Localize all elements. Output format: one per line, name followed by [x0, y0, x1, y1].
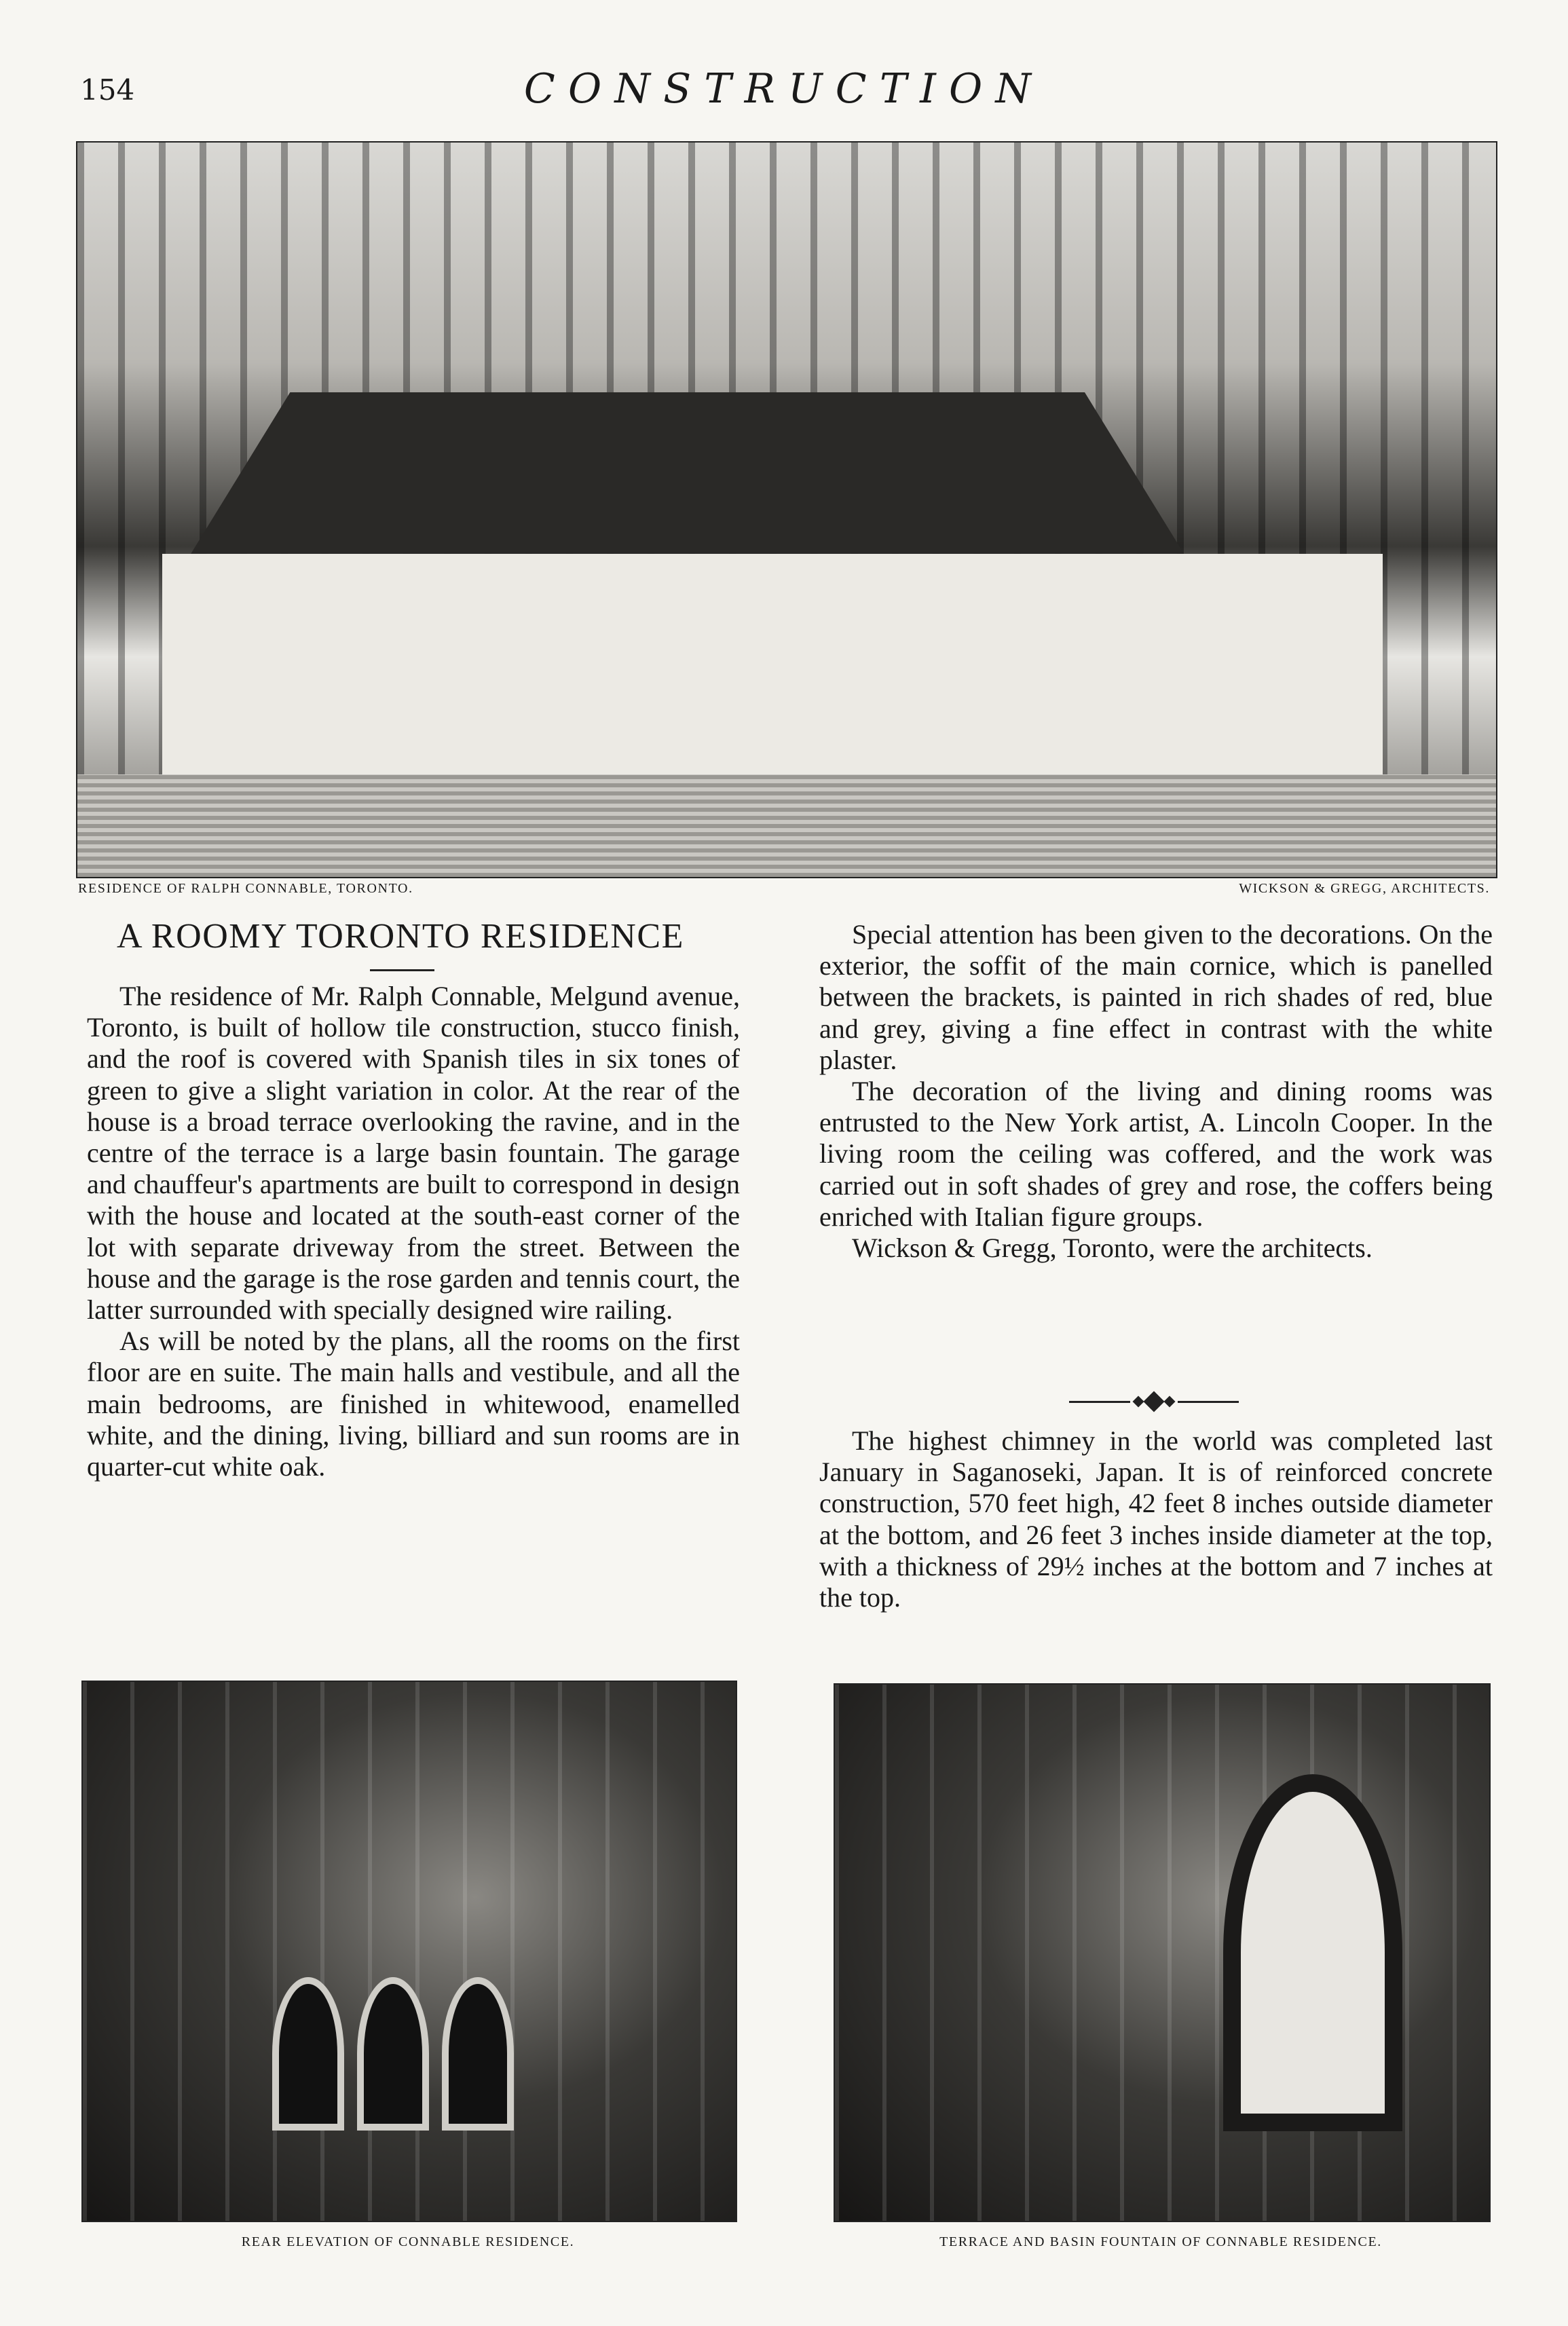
- top-photograph: [76, 141, 1497, 878]
- running-head: CONSTRUCTION: [523, 65, 1045, 113]
- headline-rule: [370, 969, 434, 971]
- photo-ground: [77, 774, 1496, 877]
- left-column: [87, 981, 740, 1482]
- section-ornament: [1059, 1391, 1249, 1412]
- right-paragraph-3: Wickson & Gregg, Toronto, were the architects.: [852, 1233, 1373, 1264]
- top-caption-left: RESIDENCE OF RALPH CONNABLE, TORONTO.: [78, 881, 413, 896]
- right-paragraph-1: Special attention has been given to the decorations. On the exterior, the soffit of the main cornice, which is panelled between the brackets, is painted in rich shades of red, blue and grey, giving a fine effect in contrast with the white plaster.: [819, 919, 1493, 1075]
- photo-roof: [191, 392, 1184, 554]
- rear-elevation-caption: REAR ELEVATION OF CONNABLE RESIDENCE.: [241, 2234, 575, 2249]
- rear-elevation-photograph: [81, 1681, 737, 2222]
- photo-wall: [162, 554, 1382, 774]
- chimney-note-text: The highest chimney in the world was completed last January in Saganoseki, Japan. It is of reinforced concrete construction, 570 feet high, 42 feet 8 inches outside diameter at the bottom, and 26 feet 3 inches inside diameter at the top, with a thickness of 29½ inches at the bottom and 7 inches at the top.: [819, 1425, 1493, 1613]
- photo-arch-1: [279, 1984, 338, 2124]
- right-column: [819, 919, 1493, 1264]
- ornament-dot-right: [1164, 1396, 1176, 1408]
- left-paragraph-2: As will be noted by the plans, all the rooms on the first floor are en suite. The main halls and vestibule, and all the main bedrooms, are finished in whitewood, enamelled white, and the dining, living, billiard and sun rooms are in quarter-cut white oak.: [87, 1326, 740, 1482]
- terrace-arch: [1241, 1792, 1385, 2114]
- page-number: 154: [80, 73, 135, 107]
- ornament-line-left: [1069, 1401, 1130, 1403]
- top-caption-right: WICKSON & GREGG, ARCHITECTS.: [1239, 881, 1490, 896]
- article-headline: A ROOMY TORONTO RESIDENCE: [117, 917, 684, 956]
- right-paragraph-2: The decoration of the living and dining rooms was entrusted to the New York artist, A. Lincoln Cooper. In the living room the ceiling was coffered, and the work was carried out in soft shades of grey and rose, the coffers being enriched with Italian figure groups.: [819, 1076, 1493, 1232]
- photo-arch-2: [364, 1984, 423, 2124]
- ornament-dot-left: [1133, 1396, 1144, 1408]
- ornament-diamond: [1143, 1391, 1164, 1412]
- ornament-line-right: [1178, 1401, 1239, 1403]
- photo-arch-3: [449, 1984, 508, 2124]
- terrace-photograph: [834, 1683, 1491, 2222]
- chimney-note: [819, 1425, 1493, 1613]
- left-paragraph-1: The residence of Mr. Ralph Connable, Melgund avenue, Toronto, is built of hollow tile construction, stucco finish, and the roof is covered with Spanish tiles in six tones of green to give a slight variation in color. At the rear of the house is a broad terrace overlooking the ravine, and in the centre of the terrace is a large basin fountain. The garage and chauffeur's apartments are built to correspond in design with the house and located at the south-east corner of the lot with separate driveway from the street. Between the house and the garage is the rose garden and tennis court, the latter surrounded with specially designed wire railing.: [87, 981, 740, 1326]
- terrace-caption: TERRACE AND BASIN FOUNTAIN OF CONNABLE RESIDENCE.: [939, 2234, 1382, 2249]
